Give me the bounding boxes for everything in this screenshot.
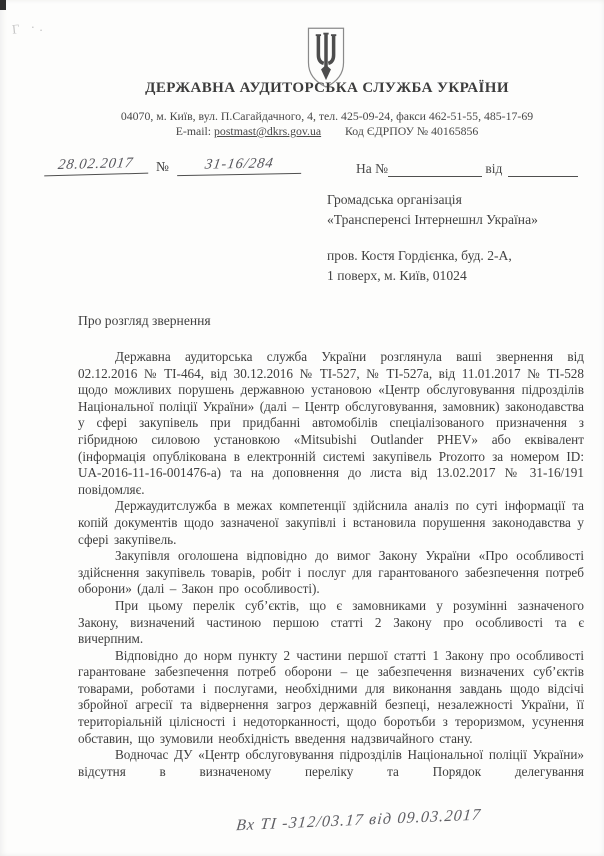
- body-paragraph-6: Водночас ДУ «Центр обслуговування підрозділів Національної поліції України» відсутня в визначеному переліку та Порядок делегування: [78, 747, 584, 779]
- reply-number-blank: [388, 163, 482, 177]
- scan-artifact-marks: Г ·.: [11, 18, 47, 37]
- body-paragraph-4: При цьому перелік суб’єктів, що є замовниками у розумінні зазначеного Закону, визначений частиною першою статті 2 Закону про особливості та є вичерпним.: [78, 597, 584, 647]
- incoming-stamp-note-handwritten: Вх ТІ -312/03.17 від 09.03.2017: [235, 806, 483, 835]
- reply-date-label: від: [485, 161, 503, 176]
- outgoing-date-handwritten: 28.02.2017: [57, 154, 135, 174]
- outgoing-number-handwritten: 31-16/284: [203, 155, 275, 173]
- recipient-address-line2: 1 поверх, м. Київ, 01024: [327, 267, 467, 283]
- body-paragraph-5: Відповідно до норм пункту 2 частини першої статті 1 Закону про особливості гарантоване забезпечення потреб оборони – це забезпечення визначених суб’єктів товарами, роботами і послугами, необхідними для виконання завдань щодо відсічі збройної агресії та відвернення загроз державній безпеці, незалежності України, її територіальній цілісності і недоторканності, щодо боротьби з тероризмом, усунення обставин, що зумовили необхідність введення надзвичайного стану.: [78, 647, 584, 746]
- recipient-org-line1: Громадська організація: [327, 192, 462, 207]
- reply-date-blank: [508, 163, 578, 177]
- scan-artifact-corner: [0, 0, 6, 10]
- email-label: E-mail:: [175, 124, 212, 138]
- org-name-heading: ДЕРЖАВНА АУДИТОРСЬКА СЛУЖБА УКРАЇНИ: [145, 80, 509, 96]
- subject-line: Про розгляд звернення: [78, 313, 211, 328]
- org-email: postmast@dkrs.gov.ua: [214, 124, 322, 138]
- recipient-address-line1: пров. Костя Гордієнка, буд. 2-А,: [327, 248, 512, 263]
- org-contacts-line: [62, 124, 592, 139]
- outgoing-date-field: [44, 155, 148, 177]
- number-sign-label: №: [156, 159, 169, 174]
- body-paragraph-1: Державна аудиторська служба України розглянула ваші звернення від 02.12.2016 № ТІ-464, від 30.12.2016 № ТІ-527, № ТІ-527а, від 11.01.2017 № ТІ-528 щодо можливих порушень державною установою «Центр обслуговування підрозділів Національної поліції України» (далі – Центр обслуговування, замовник) законодавства у сфері закупівель при придбанні автомобілів спеціалізованого призначення з гібридною силовою установкою «Mitsubishi Outlander PHEV» або еквівалент (інформація опублікована в електронній системі закупівель Prozorro за номером ID: UA-2016-11-16-001476-а) та на доповнення до листа від 13.02.2017 № 31-16/191 повідомляє.: [78, 349, 584, 497]
- body-paragraph-2: Держаудитслужба в межах компетенції здійснила аналіз по суті інформації та копій документів щодо зазначеної закупівлі і встановила порушення законодавства у сфері закупівель.: [78, 498, 584, 547]
- outgoing-number-field: [177, 155, 301, 176]
- org-edrpou-code: Код ЄДРПОУ № 40165856: [345, 124, 479, 138]
- recipient-org-line2: «Трансперенсі Інтернешнл Україна»: [327, 211, 538, 227]
- reply-number-label: На №: [356, 161, 388, 176]
- letter-body: [78, 349, 584, 780]
- org-address: 04070, м. Київ, вул. П.Сагайдачного, 4, тел. 425-09-24, факси 462-51-55, 485-17-69: [120, 109, 534, 123]
- recipient-block: [327, 190, 538, 285]
- body-paragraph-3: Закупівля оголошена відповідно до вимог Закону України «Про особливості здійснення закупівель товарів, робіт і послуг для гарантованого забезпечення потреб оборони» (далі – Закон про особливості).: [78, 548, 584, 597]
- reply-reference-row: [356, 161, 578, 177]
- outgoing-reference-row: [44, 156, 301, 175]
